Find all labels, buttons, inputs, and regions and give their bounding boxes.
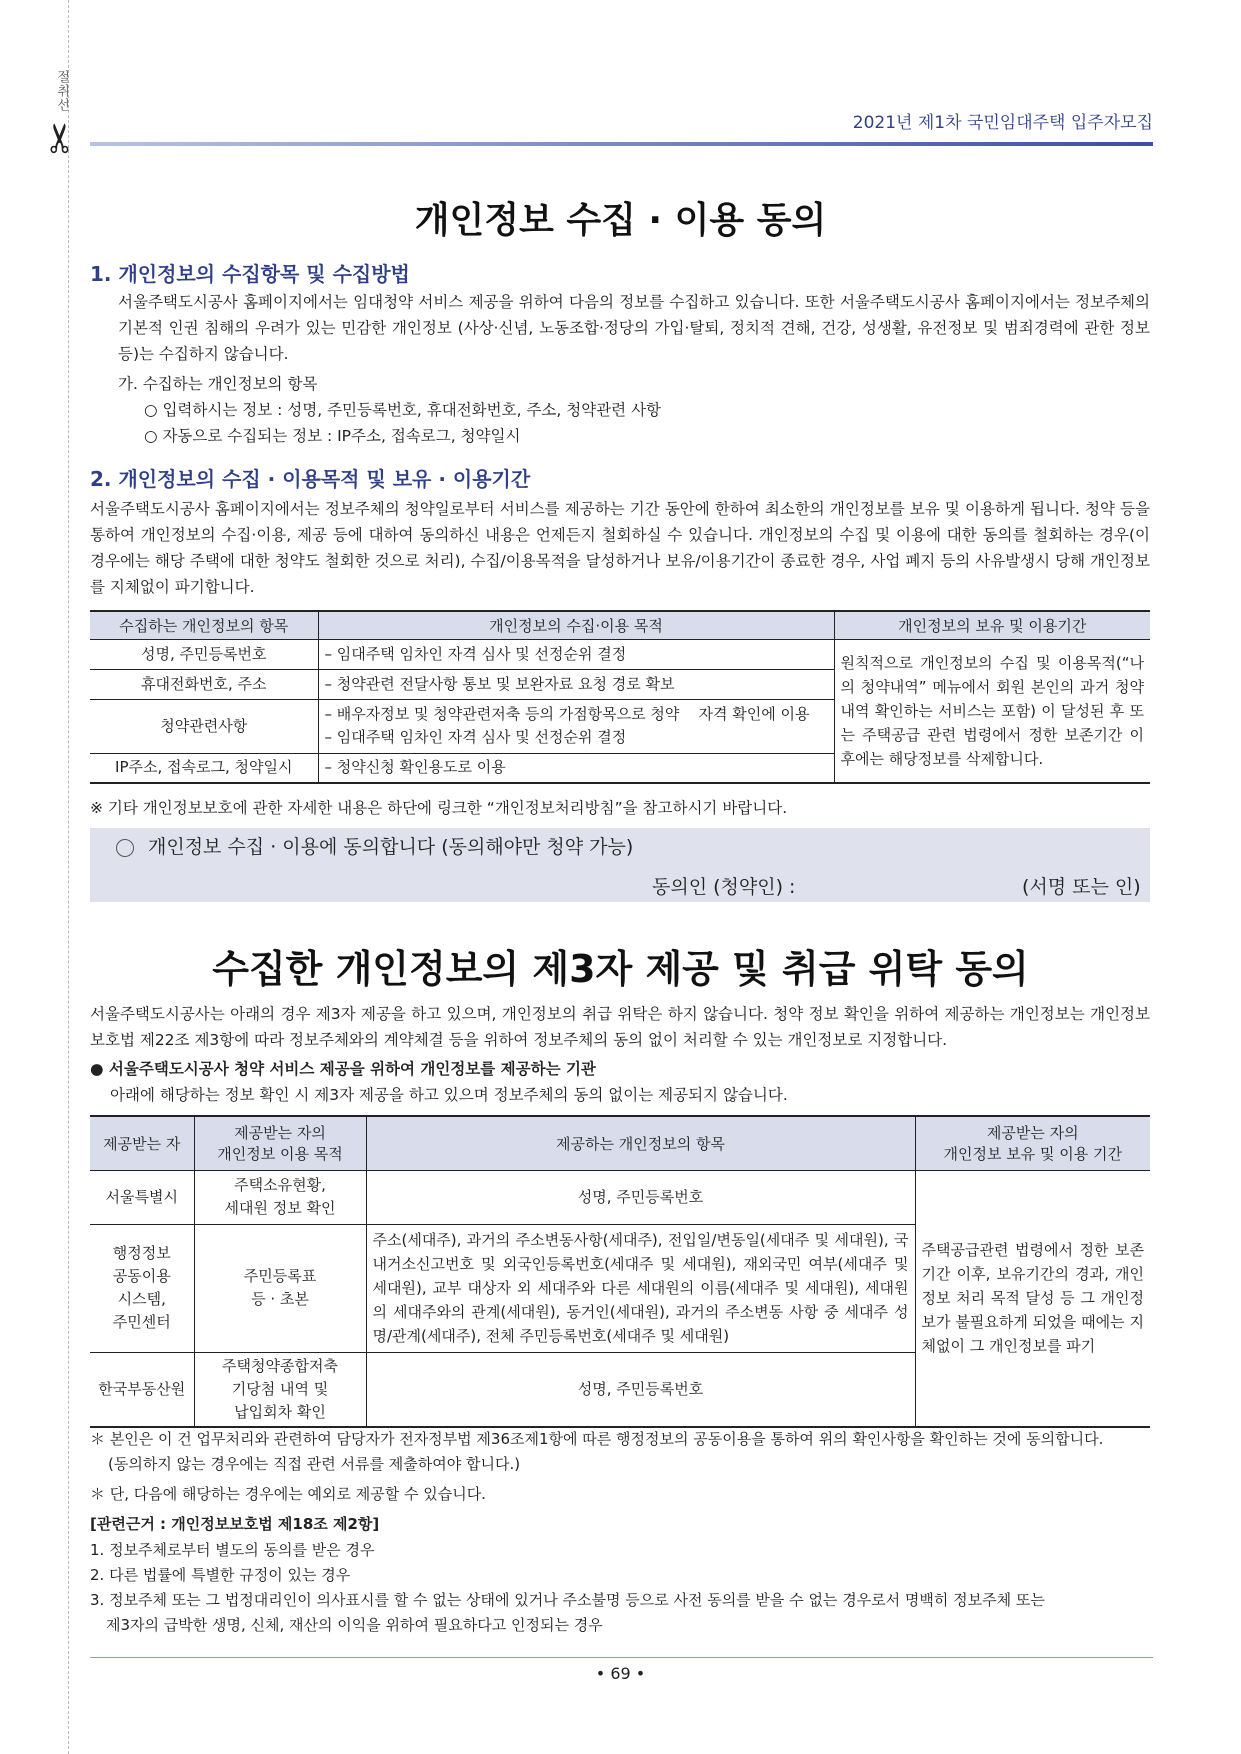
table-cell	[318, 699, 834, 753]
cut-line	[68, 0, 69, 1754]
table-header: 제공받는 자의 개인정보 이용 목적	[194, 1116, 366, 1170]
consent-statement-text: 개인정보 수집 · 이용에 동의합니다 (동의해야만 청약 가능)	[148, 836, 634, 858]
table-header: 개인정보의 수집·이용 목적	[318, 611, 834, 639]
section1-heading-1: 1. 개인정보의 수집항목 및 수집방법	[90, 262, 410, 286]
table-cell: – 청약관련 전달사항 통보 및 보완자료 요청 경로 확보	[318, 669, 834, 699]
table-cell: 성명, 주민등록번호	[90, 639, 318, 669]
table-row	[90, 1170, 1150, 1224]
consent-note-1: ＊ 본인은 이 건 업무처리와 관련하여 담당자가 전자정부법 제36조제1항에 따른 행정정보의 공동이용을 통하여 위의 확인사항을 확인하는 것에 동의합니다.	[90, 1430, 1104, 1448]
table-cell: 휴대전화번호, 주소	[90, 669, 318, 699]
table-cell-line: – 배우자정보 및 청약관련저축 등의 가점항목으로 청약 자격 확인에 이용	[324, 705, 810, 723]
page-number: • 69 •	[595, 1664, 646, 1683]
consent-note-1b: (동의하지 않는 경우에는 직접 관련 서류를 제출하여야 합니다.)	[108, 1455, 521, 1473]
table-cell: IP주소, 접속로그, 청약일시	[90, 753, 318, 783]
retention-period-cell: 주택공급관련 법령에서 정한 보존기간 이후, 보유기간의 경과, 개인정보 처리 목적 달성 등 그 개인정보가 불필요하게 되었을 때에는 지체없이 그 개인정보를 파기	[915, 1170, 1150, 1427]
exception-item-continued: 제3자의 급박한 생명, 신체, 재산의 이익을 위하여 필요하다고 인정되는 경우	[106, 1616, 603, 1634]
table-cell-line: – 임대주택 임차인 자격 심사 및 선정순위 결정	[324, 728, 627, 746]
footer-rule	[90, 1657, 1153, 1658]
table-header: 제공받는 자	[90, 1116, 194, 1170]
section2-bullet-desc: 아래에 해당하는 정보 확인 시 제3자 제공을 하고 있으며 정보주체의 동의 없이는 제공되지 않습니다.	[110, 1086, 788, 1104]
exception-item: 1. 정보주체로부터 별도의 동의를 받은 경우	[90, 1541, 375, 1559]
table-row	[90, 639, 1150, 669]
table-cell: 청약관련사항	[90, 699, 318, 753]
consent-checkbox-circle-icon[interactable]	[116, 839, 134, 857]
table-cell: 주택청약종합저축 기당첨 내역 및 납입회차 확인	[194, 1352, 366, 1427]
section2-bullet-title: ● 서울주택도시공사 청약 서비스 제공을 위하여 개인정보를 제공하는 기관	[90, 1060, 596, 1078]
collected-items-bullet-1: ○ 입력하시는 정보 : 성명, 주민등록번호, 휴대전화번호, 주소, 청약관련 사항	[144, 401, 662, 419]
collection-table	[90, 610, 1150, 784]
exception-item: 2. 다른 법률에 특별한 규정이 있는 경우	[90, 1566, 351, 1584]
table-header: 제공받는 자의 개인정보 보유 및 이용 기간	[915, 1116, 1150, 1170]
third-party-table	[90, 1115, 1150, 1428]
privacy-policy-note: ※ 기타 개인정보보호에 관한 자세한 내용은 하단에 링크한 “개인정보처리방침”을 참고하시기 바랍니다.	[90, 799, 788, 817]
section1-paragraph-1: 서울주택도시공사 홈페이지에서는 임대청약 서비스 제공을 위하여 다음의 정보를 수집하고 있습니다. 또한 서울주택도시공사 홈페이지에서는 정보주체의 기본적 인권 침해의 우려가 있는 민감한 개인정보 (사상·신념, 노동조합·정당의 가입·탈퇴, 정치적 견해, 건강, 성생활, 유전정보 및 범죄경력에 관한 정보 등)는 수집하지 않습니다.	[118, 293, 1150, 363]
table-cell: 성명, 주민등록번호	[366, 1170, 915, 1224]
signer-label: 동의인 (청약인) :	[652, 876, 796, 898]
legal-basis: [관련근거 : 개인정보보호법 제18조 제2항]	[90, 1515, 380, 1533]
table-cell: – 임대주택 임차인 자격 심사 및 선정순위 결정	[318, 639, 834, 669]
table-cell: 행정정보 공동이용 시스템, 주민센터	[90, 1224, 194, 1352]
exception-item: 3. 정보주체 또는 그 법정대리인이 의사표시를 할 수 없는 상태에 있거나 주소불명 등으로 사전 동의를 받을 수 없는 경우로서 명백히 정보주체 또는	[90, 1591, 1045, 1609]
table-cell: 서울특별시	[90, 1170, 194, 1224]
section1-title: 개인정보 수집 · 이용 동의	[414, 200, 827, 241]
table-cell: 한국부동산원	[90, 1352, 194, 1427]
consent-note-2: ＊ 단, 다음에 해당하는 경우에는 예외로 제공할 수 있습니다.	[90, 1485, 486, 1503]
table-header: 개인정보의 보유 및 이용기간	[834, 611, 1150, 639]
consent-statement[interactable]	[116, 832, 633, 859]
cut-label: 절취선	[54, 70, 69, 112]
table-cell: 주택소유현황, 세대원 정보 확인	[194, 1170, 366, 1224]
table-cell: 주소(세대주), 과거의 주소변동사항(세대주), 전입일/변동일(세대주 및 세대원), 국내거소신고번호 및 외국인등록번호(세대주 및 세대원), 재외국민 여부(세대주 및 세대원), 교부 대상자 외 세대주와 다른 세대원의 이름(세대주 및 세대원), 세대원의 세대주와의 관계(세대원), 동거인(세대원), 과거의 주소변동 사항 중 세대주 성명/관계(세대주), 전체 주민등록번호(세대주 및 세대원)	[366, 1224, 915, 1352]
header-rule	[90, 142, 1153, 146]
table-header: 수집하는 개인정보의 항목	[90, 611, 318, 639]
section1-paragraph-2: 서울주택도시공사 홈페이지에서는 정보주체의 청약일로부터 서비스를 제공하는 기간 동안에 한하여 최소한의 개인정보를 보유 및 이용하게 됩니다. 청약 등을 통하여 개인정보의 수집·이용, 제공 등에 대하여 동의하신 내용은 언제든지 철회하실 수 있습니다. 개인정보의 수집 및 이용에 대한 동의를 철회하는 경우(이 경우에는 해당 주택에 대한 청약도 철회한 것으로 처리), 수집/이용목적을 달성하거나 보유/이용기간이 종료한 경우, 사업 폐지 등의 사유발생시 당해 개인정보를 지체없이 파기합니다.	[90, 500, 1150, 596]
section1-heading-2: 2. 개인정보의 수집 · 이용목적 및 보유 · 이용기간	[90, 467, 531, 491]
section2-title: 수집한 개인정보의 제3자 제공 및 취급 위탁 동의	[212, 947, 1029, 991]
table-cell: 주민등록표 등 · 초본	[194, 1224, 366, 1352]
collected-items-bullet-2: ○ 자동으로 수집되는 정보 : IP주소, 접속로그, 청약일시	[144, 427, 521, 445]
collected-items-subheading: 가. 수집하는 개인정보의 항목	[118, 375, 318, 393]
table-cell: – 청약신청 확인용도로 이용	[318, 753, 834, 783]
signature-label[interactable]: (서명 또는 인)	[1022, 876, 1141, 898]
table-cell: 성명, 주민등록번호	[366, 1352, 915, 1427]
section2-paragraph: 서울주택도시공사는 아래의 경우 제3자 제공을 하고 있으며, 개인정보의 취급 위탁은 하지 않습니다. 청약 정보 확인을 위하여 제공하는 개인정보는 개인정보보호법 제22조 제3항에 따라 정보주체와의 계약체결 등을 위하여 정보주체의 동의 없이 처리할 수 있는 개인정보로 지정합니다.	[90, 1005, 1150, 1049]
table-header: 제공하는 개인정보의 항목	[366, 1116, 915, 1170]
scissors-icon: ✂	[37, 121, 84, 155]
header-title: 2021년 제1차 국민임대주택 입주자모집	[852, 113, 1153, 133]
retention-period-cell: 원칙적으로 개인정보의 수집 및 이용목적(“나의 청약내역” 메뉴에서 회원 본인의 과거 청약내역 확인하는 서비스는 포함) 이 달성된 후 또는 주택공급 관련 법령에서 정한 보존기간 이후에는 해당정보를 삭제합니다.	[834, 639, 1150, 783]
